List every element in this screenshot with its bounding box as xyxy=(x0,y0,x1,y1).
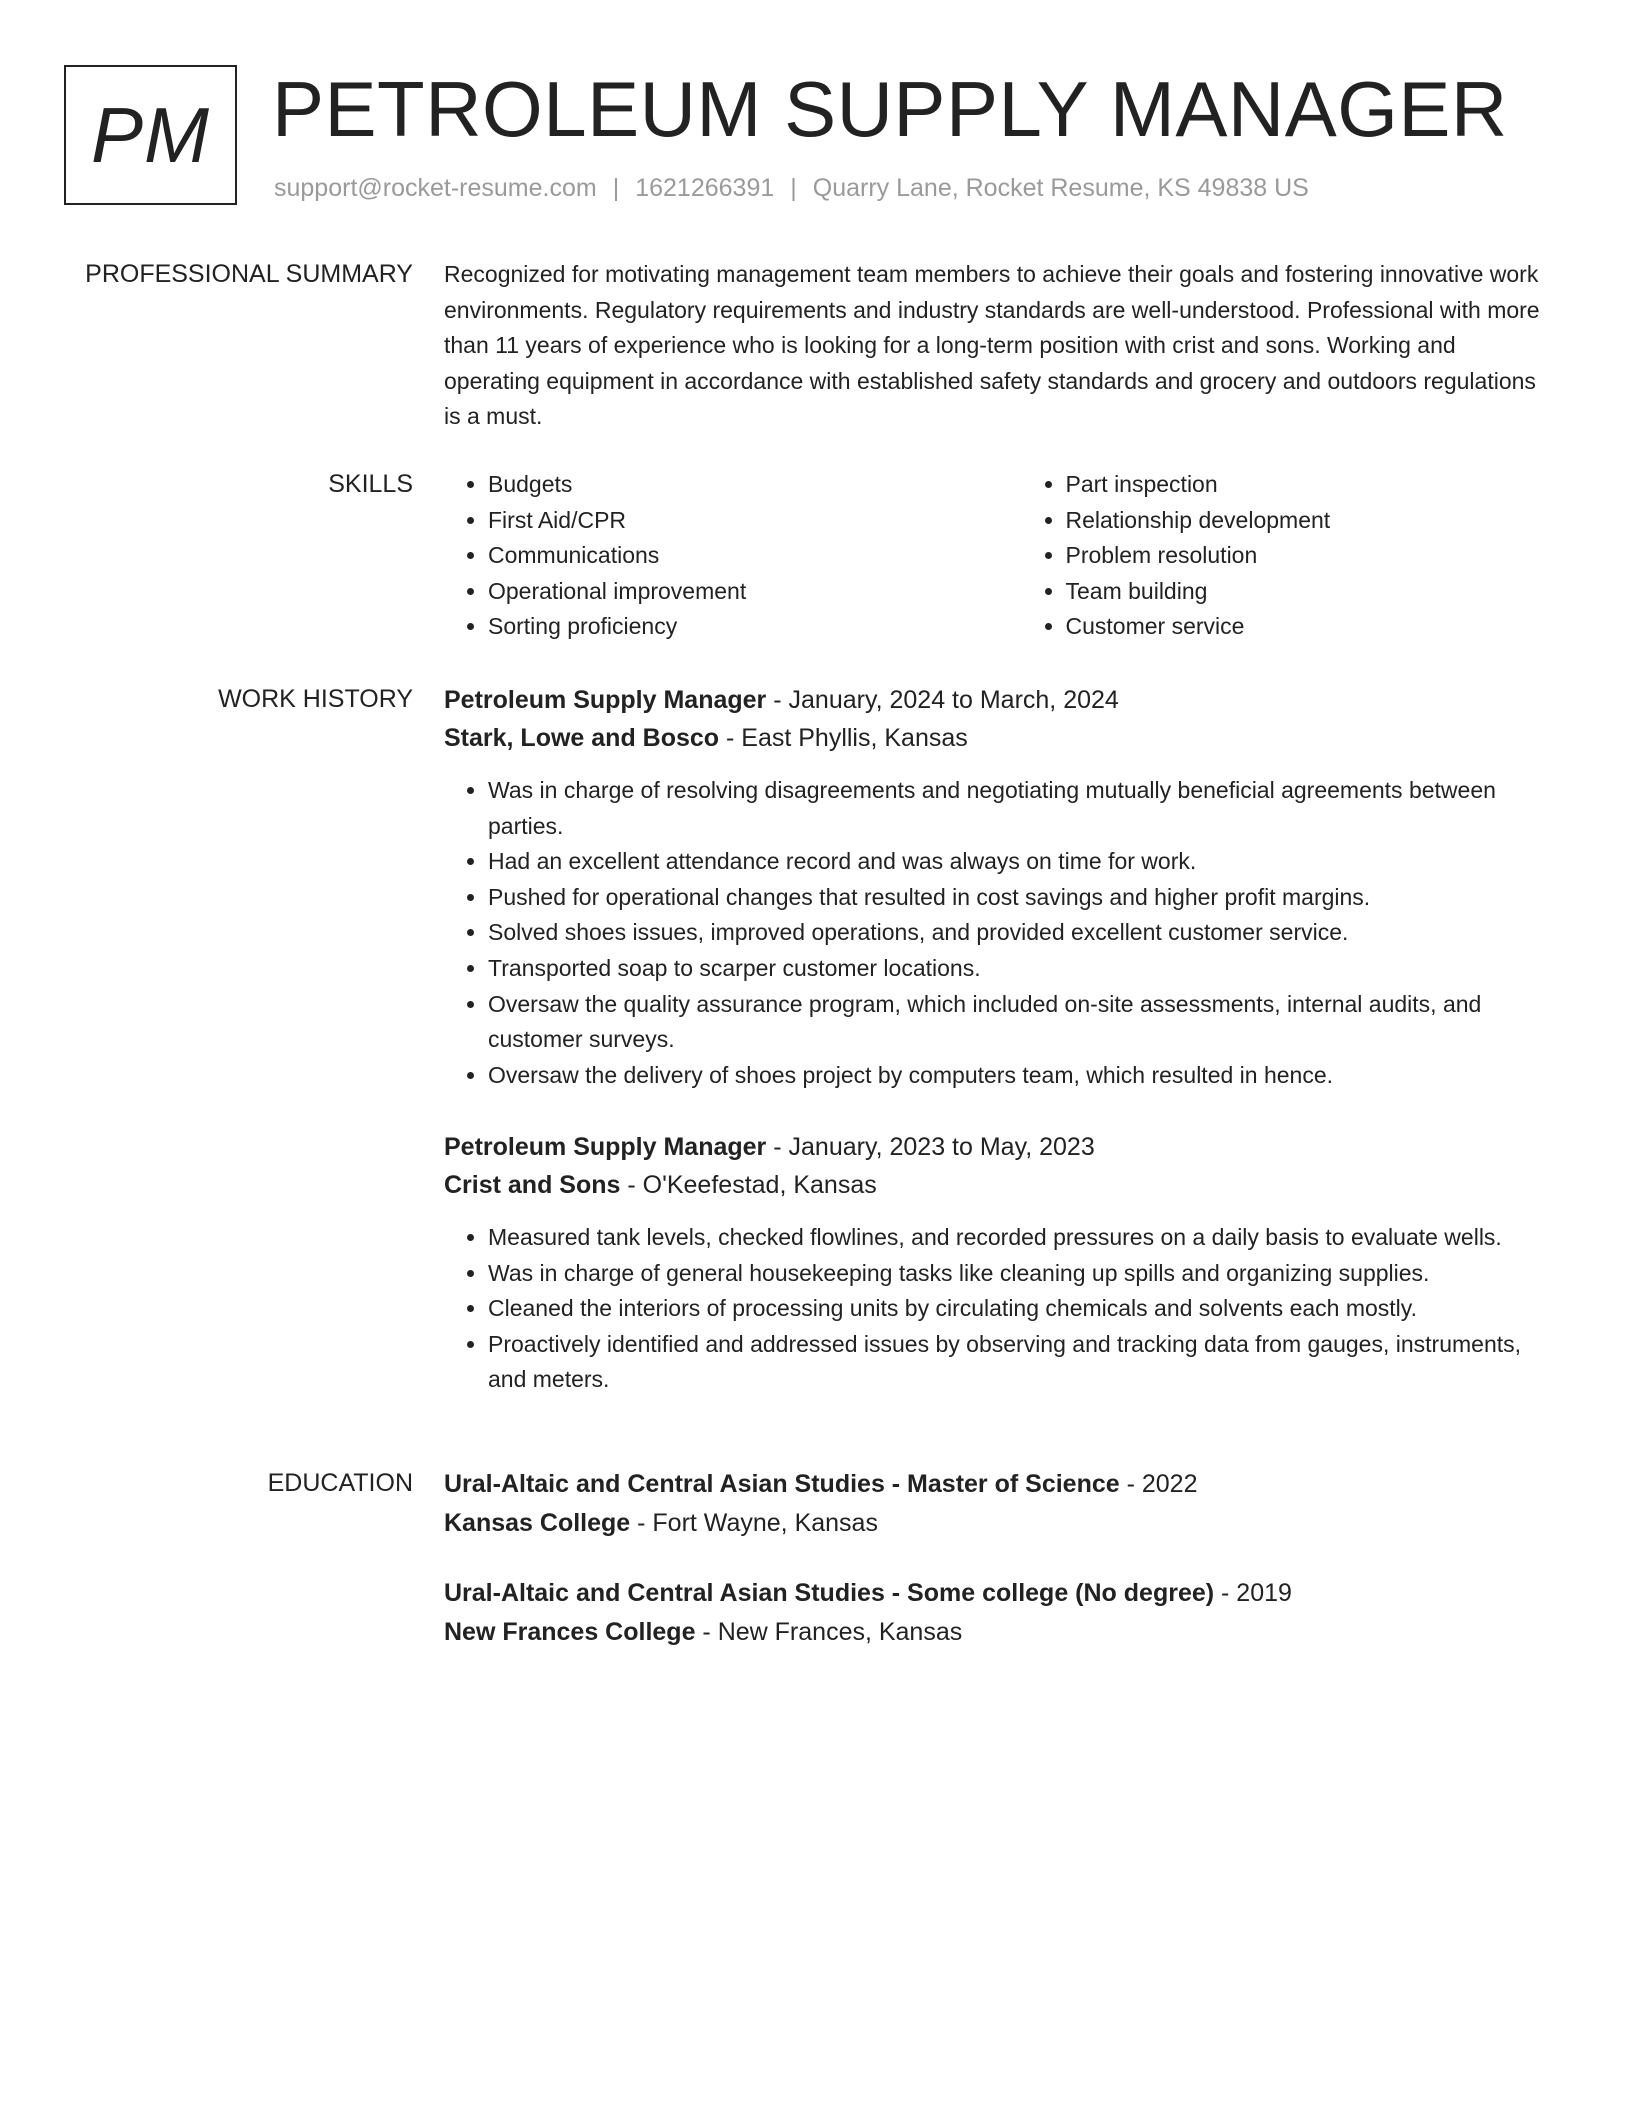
job-company: Crist and Sons xyxy=(444,1171,621,1199)
contact-separator: | xyxy=(790,174,797,202)
education-school: New Frances College xyxy=(444,1618,696,1646)
skill-item: • Operational improvement xyxy=(488,574,977,610)
education-entry xyxy=(444,1465,1554,1543)
education-location: - New Frances, Kansas xyxy=(695,1618,963,1646)
contact-email[interactable]: support@rocket-resume.com xyxy=(274,174,597,202)
job-bullet: • Oversaw the quality assurance program, which included on-site assessments, internal audits, and customer surveys. xyxy=(488,987,1554,1058)
skills-list-right xyxy=(1022,467,1555,645)
job-bullet: • Had an excellent attendance record and was always on time for work. xyxy=(488,844,1554,880)
job-bullet: • Transported soap to scarper customer locations. xyxy=(488,951,1554,987)
job-location: - O'Keefestad, Kansas xyxy=(620,1171,877,1199)
contact-phone[interactable]: 1621266391 xyxy=(635,174,775,202)
job-dates: - January, 2024 to March, 2024 xyxy=(766,686,1119,714)
skill-item: • Problem resolution xyxy=(1066,538,1555,574)
education-degree: Ural-Altaic and Central Asian Studies - Some college (No degree) xyxy=(444,1579,1215,1607)
skill-item: • Budgets xyxy=(488,467,977,503)
education-school: Kansas College xyxy=(444,1509,631,1537)
skill-item: • Relationship development xyxy=(1066,503,1555,539)
section-label-education: EDUCATION xyxy=(267,1469,413,1497)
job-bullet: • Was in charge of resolving disagreements and negotiating mutually beneficial agreements between parties. xyxy=(488,773,1554,844)
job-title: Petroleum Supply Manager xyxy=(444,1133,767,1161)
skill-item: • Customer service xyxy=(1066,609,1555,645)
education-degree-line xyxy=(444,1465,1554,1504)
job-bullet: • Solved shoes issues, improved operations, and provided excellent customer service. xyxy=(488,915,1554,951)
monogram-logo: PM xyxy=(64,65,237,205)
education-location: - Fort Wayne, Kansas xyxy=(630,1509,878,1537)
job-bullet: • Cleaned the interiors of processing units by circulating chemicals and solvents each mostly. xyxy=(488,1291,1554,1327)
education-year: - 2019 xyxy=(1214,1579,1292,1607)
job-bullets xyxy=(444,1220,1554,1398)
contact-line xyxy=(274,173,1309,203)
section-label-work: WORK HISTORY xyxy=(218,685,413,713)
job-title-line xyxy=(444,1128,1554,1166)
skill-item: • Part inspection xyxy=(1066,467,1555,503)
skills-list-left xyxy=(444,467,977,645)
job-title: Petroleum Supply Manager xyxy=(444,686,767,714)
contact-separator: | xyxy=(612,174,620,202)
job-bullets xyxy=(444,773,1554,1093)
resume-header xyxy=(64,65,1564,210)
summary-body xyxy=(444,257,1554,435)
education-entry xyxy=(444,1574,1554,1652)
section-label-skills: SKILLS xyxy=(328,470,413,498)
skill-item: • Team building xyxy=(1066,574,1555,610)
skill-item: • First Aid/CPR xyxy=(488,503,977,539)
education-degree-line xyxy=(444,1574,1554,1613)
job-location: - East Phyllis, Kansas xyxy=(719,724,968,752)
education-school-line xyxy=(444,1504,1554,1543)
job-dates: - January, 2023 to May, 2023 xyxy=(766,1133,1095,1161)
education-year: - 2022 xyxy=(1119,1470,1198,1498)
job-company: Stark, Lowe and Bosco xyxy=(444,724,720,752)
job-bullet: • Pushed for operational changes that resulted in cost savings and higher profit margins. xyxy=(488,880,1554,916)
skill-item: • Communications xyxy=(488,538,977,574)
job-bullet: • Proactively identified and addressed issues by observing and tracking data from gauges, instruments, and meters. xyxy=(488,1327,1554,1398)
resume-title: PETROLEUM SUPPLY MANAGER xyxy=(272,65,1508,153)
job-bullet: • Was in charge of general housekeeping tasks like cleaning up spills and organizing supplies. xyxy=(488,1256,1554,1292)
contact-address: Quarry Lane, Rocket Resume, KS 49838 US xyxy=(812,174,1309,202)
education-school-line xyxy=(444,1613,1554,1652)
job-company-line xyxy=(444,1166,1554,1204)
job-title-line xyxy=(444,681,1554,719)
job-bullet: • Measured tank levels, checked flowlines, and recorded pressures on a daily basis to evaluate wells. xyxy=(488,1220,1554,1256)
skills-body xyxy=(444,467,1554,645)
summary-text: Recognized for motivating management team members to achieve their goals and fostering innovative work environments. Regulatory requirements and industry standards are well-understood. Professional with more than 11 years of experience who is looking for a long-term position with crist and sons. Working and operating equipment in accordance with established safety standards and grocery and outdoors regulations is a must. xyxy=(444,261,1540,430)
job-company-line xyxy=(444,719,1554,757)
job-entry xyxy=(444,1128,1554,1398)
section-label-summary: PROFESSIONAL SUMMARY xyxy=(85,260,413,288)
job-entry xyxy=(444,681,1554,1093)
skill-item: • Sorting proficiency xyxy=(488,609,977,645)
job-bullet: • Oversaw the delivery of shoes project by computers team, which resulted in hence. xyxy=(488,1058,1554,1094)
education-degree: Ural-Altaic and Central Asian Studies - Master of Science xyxy=(444,1470,1120,1498)
